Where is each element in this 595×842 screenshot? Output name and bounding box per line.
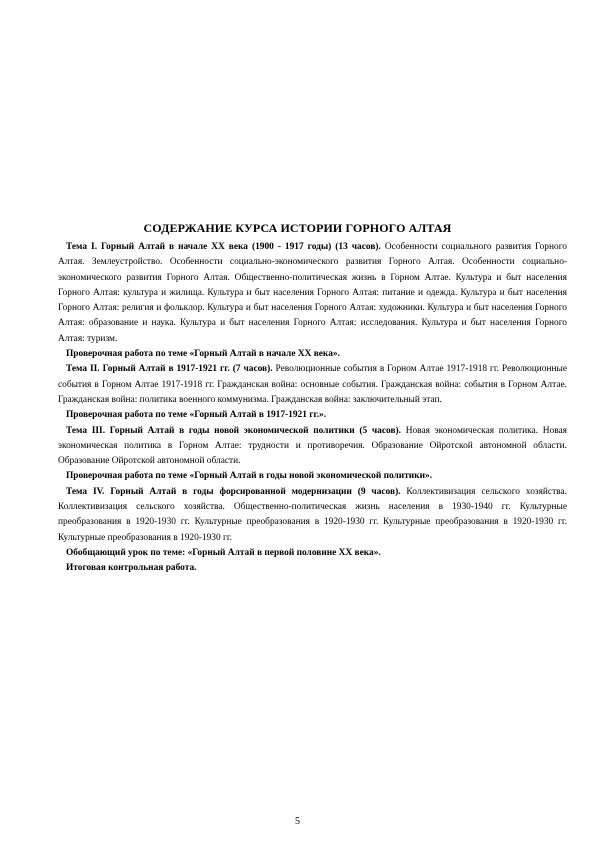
course-content <box>58 240 567 577</box>
topic-3-body: Новая экономическая политика. Новая экономическая политика в Горном Алтае: трудности и противоречия. Образование Ойротской автономной области. Образование Ойротской автономной области. <box>58 425 567 467</box>
topic-3-test: Проверочная работа по теме «Горный Алтай в годы новой экономической политики». <box>66 471 433 482</box>
topic-1-heading: Тема I. Горный Алтай в начале XX века (1900 - 1917 годы) (13 часов). <box>66 242 381 252</box>
page-number: 5 <box>295 816 300 827</box>
topic-3-heading: Тема III. Горный Алтай в годы новой экономической политики (5 часов). <box>66 425 401 436</box>
topic-4-paragraph <box>58 485 567 546</box>
topic-1-test: Проверочная работа по теме «Горный Алтай в начале XX века». <box>66 349 340 360</box>
topic-4-heading: Тема IV. Горный Алтай в годы форсированной модернизации (9 часов). <box>66 486 401 497</box>
topic-2-body: Революционные события в Горном Алтае 1917-1918 гг. Революционные события в Горном Алтае 1917-1918 гг. Гражданская война: основные события. Гражданская война: события в Горном Алтае. Гражданская война: политика военного коммунизма. Гражданская война: заключительный этап. <box>58 364 567 405</box>
final-test: Итоговая контрольная работа. <box>66 563 197 574</box>
summary-lesson: Обобщающий урок по теме: «Горный Алтай в первой половине XX века». <box>66 547 381 558</box>
page-title: СОДЕРЖАНИЕ КУРСА ИСТОРИИ ГОРНОГО АЛТАЯ <box>143 221 452 235</box>
topic-1-body: Особенности социального развития Горного Алтая. Землеустройство. Особенности социально-экономического развития Горного Алтая. Особенности социально-экономического развития Горного Алтая. Общественно-политическая жизнь в Горном Алтае. Культура и быт населения Горного Алтая: культура и жилища. Культура и быт населения Горного Алтая: питание и одежда. Культура и быт населения Горного Алтая: религия и фольклор. Культура и быт населения Горного Алтая: художники. Культура и быт населения Горного Алтая: образование и наука. Культура и быт населения Горного Алтая: исследования. Культура и быт населения Горного Алтая: туризм. <box>58 242 567 344</box>
topic-1-paragraph <box>58 240 567 347</box>
topic-4-body: Коллективизация сельского хозяйства. Коллективизация сельского хозяйства. Общественно-политическая жизнь населения в 1930-1940 гг. Культурные преобразования в 1920-1930 гг. Культурные преобразования в 1920-1930 гг. Культурные преобразования в 1920-1930 гг. Культурные преобразования в 1920-1930 гг. <box>58 486 567 543</box>
topic-2-paragraph <box>58 362 567 408</box>
topic-3-paragraph <box>58 424 567 470</box>
topic-2-test: Проверочная работа по теме «Горный Алтай в 1917-1921 гг.». <box>66 410 327 421</box>
topic-2-heading: Тема II. Горный Алтай в 1917-1921 гг. (7 часов). <box>66 364 273 375</box>
